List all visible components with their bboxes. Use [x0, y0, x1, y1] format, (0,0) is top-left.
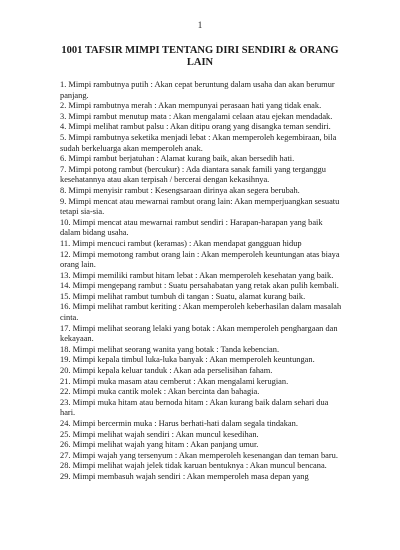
dream-entry: 19. Mimpi kepala timbul luka-luka banyak : Akan memperoleh keuntungan.	[60, 355, 315, 365]
dream-entry: 12. Mimpi memotong rambut orang lain : Akan memperoleh keuntungan atas biaya orang lain.	[60, 249, 340, 270]
dream-entry: 6. Mimpi rambut berjatuhan : Alamat kurang baik, akan bersedih hati.	[60, 154, 295, 164]
dream-entry: 26. Mimpi melihat wajah yang hitam : Akan panjang umur.	[60, 440, 259, 450]
dream-entry: 11. Mimpi mencuci rambut (keramas) : Akan mendapat gangguan hidup	[60, 238, 302, 248]
document-title: 1001 TAFSIR MIMPI TENTANG DIRI SENDIRI & ORANG LAIN	[61, 45, 339, 68]
dream-entry: 13. Mimpi memiliki rambut hitam lebat : Akan memperoleh kesehatan yang baik.	[60, 270, 334, 280]
dream-entry-list	[60, 80, 345, 483]
dream-entry: 22. Mimpi muka cantik molek : Akan bercinta dan bahagia.	[60, 387, 260, 397]
dream-entry: 5. Mimpi rambutnya seketika menjadi lebat : Akan memperoleh kegembiraan, bila sudah berkeluarga akan memperoleh anak.	[60, 132, 337, 153]
dream-entry: 29. Mimpi membasuh wajah sendiri : Akan memperoleh masa depan yang	[60, 471, 309, 481]
dream-entry: 17. Mimpi melihat seorang lelaki yang botak : Akan memperoleh penghargaan dan kekayaan.	[60, 323, 338, 344]
dream-entry: 28. Mimpi melihat wajah jelek tidak karuan bentuknya : Akan muncul bencana.	[60, 461, 327, 471]
dream-entry: 24. Mimpi bercermin muka : Harus berhati-hati dalam segala tindakan.	[60, 419, 298, 428]
dream-entry: 20. Mimpi kepala keluar tanduk : Akan ada perselisihan faham.	[60, 366, 273, 376]
dream-entry: 16. Mimpi melihat rambut keriting : Akan memperoleh keberhasilan dalam masalah cinta.	[60, 302, 342, 323]
dream-entry: 25. Mimpi melihat wajah sendiri : Akan muncul kesedihan.	[60, 429, 259, 439]
dream-entry: 18. Mimpi melihat seorang wanita yang botak : Tanda kebencian.	[60, 344, 280, 354]
dream-entry: 21. Mimpi muka masam atau cemberut : Akan mengalami kerugian.	[60, 376, 289, 386]
dream-entry: 8. Mimpi menyisir rambut : Kesengsaraan dirinya akan segera berubah.	[60, 185, 300, 195]
dream-entry: 3. Mimpi rambut menutup mata : Akan mengalami celaan atau ejekan mendadak.	[60, 111, 333, 121]
dream-entry: 23. Mimpi muka hitam atau bernoda hitam : Akan kurang baik dalam sehari dua hari.	[60, 397, 329, 418]
dream-entry: 9. Mimpi mencat atau mewarnai rambut orang lain: Akan memperjuangkan sesuatu tetapi sia-sia.	[60, 196, 340, 217]
dream-entry: 27. Mimpi wajah yang tersenyum : Akan memperoleh kesenangan dan teman baru.	[60, 450, 338, 460]
dream-entry: 7. Mimpi potong rambut (bercukur) : Ada diantara sanak famili yang terganggu kesehatannya atau akan terpisah / bercerai dengan kekasihnya.	[60, 164, 326, 185]
dream-entry: 15. Mimpi melihat rambut tumbuh di tangan : Suatu, alamat kurang baik.	[60, 291, 306, 301]
dream-entry: 2. Mimpi rambutnya merah : Akan mempunyai perasaan hati yang tidak enak.	[60, 101, 322, 111]
dream-entry: 1. Mimpi rambutnya putih : Akan cepat beruntung dalam usaha dan akan berumur panjang.	[60, 80, 335, 100]
dream-entry: 14. Mimpi mengepang rambut : Suatu persahabatan yang retak akan pulih kembali.	[60, 281, 339, 291]
page-number: 1	[197, 20, 203, 30]
dream-entry: 10. Mimpi mencat atau mewarnai rambut sendiri : Harapan-harapan yang baik dalam bidang usaha.	[60, 217, 323, 238]
dream-entry: 4. Mimpi melihat rambut palsu : Akan ditipu orang yang disangka teman sendiri.	[60, 122, 331, 132]
